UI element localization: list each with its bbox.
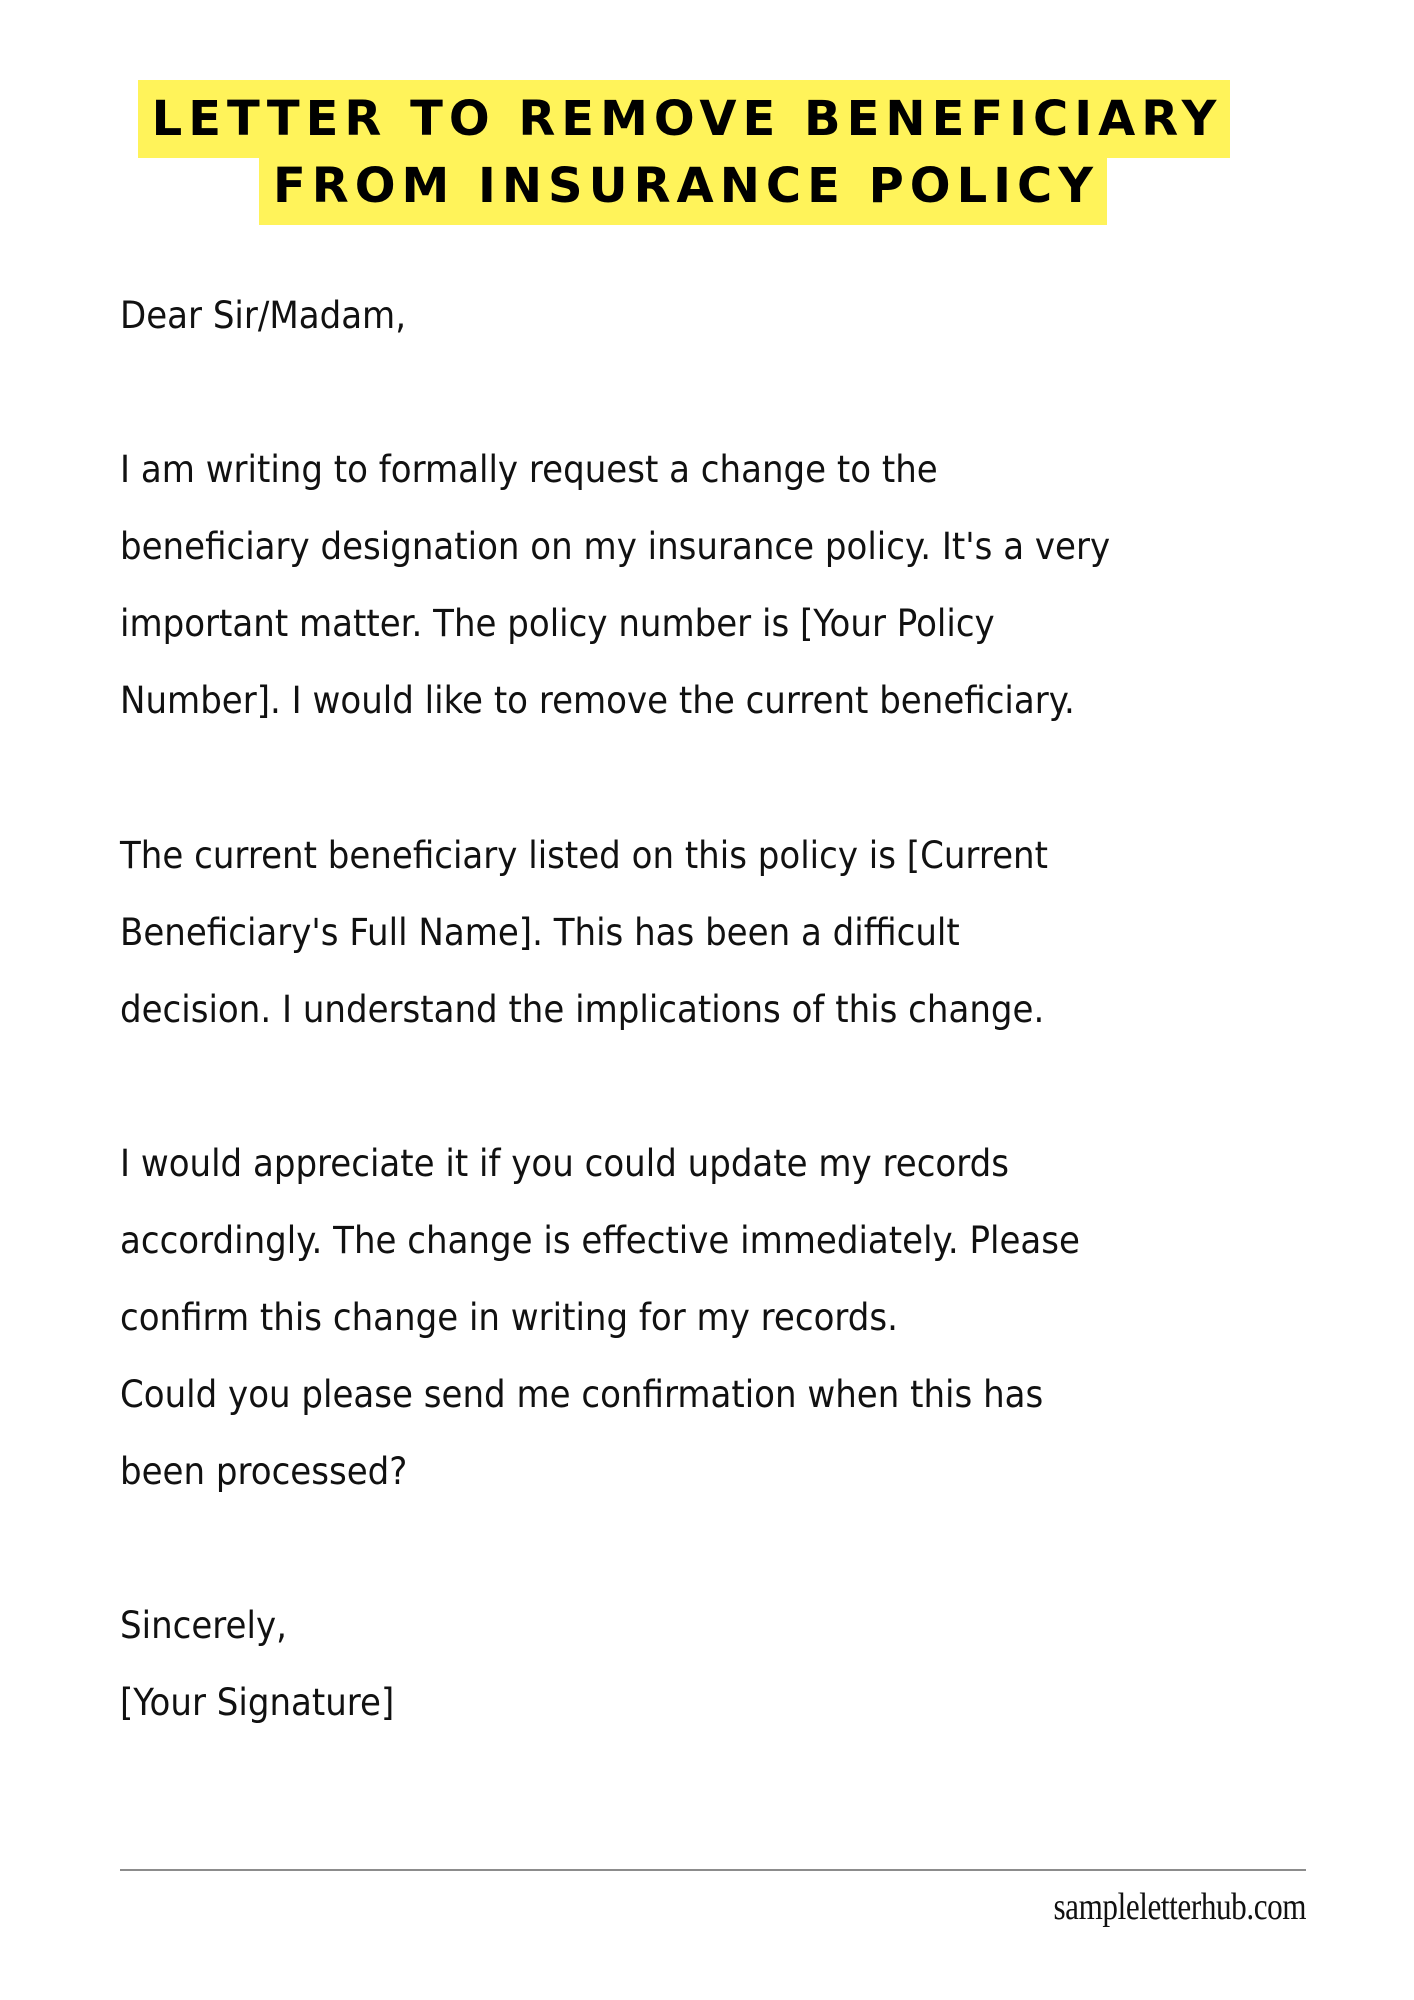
- paragraph-line: I would appreciate it if you could update my records: [120, 1142, 1010, 1185]
- paragraph-line: been processed?: [120, 1450, 408, 1493]
- footer-site-name: sampleletterhub.com: [1053, 1886, 1306, 1928]
- title-line-2: FROM INSURANCE POLICY: [259, 147, 1107, 225]
- paragraph-line: decision. I understand the implications of this change.: [120, 988, 1045, 1031]
- footer-divider: [120, 1869, 1306, 1871]
- closing: Sincerely,: [120, 1604, 287, 1647]
- title-line-1: LETTER TO REMOVE BENEFICIARY: [138, 80, 1231, 158]
- paragraph-line: The current beneficiary listed on this policy is [Current: [120, 834, 1048, 877]
- salutation-block: [120, 277, 1360, 354]
- paragraph-2: [120, 817, 1360, 1048]
- paragraph-line: accordingly. The change is effective immediately. Please: [120, 1219, 1080, 1262]
- paragraph-line: confirm this change in writing for my records.: [120, 1296, 898, 1339]
- signature-placeholder: [Your Signature]: [120, 1681, 395, 1724]
- closing-block: [120, 1587, 1360, 1741]
- paragraph-line: Number]. I would like to remove the current beneficiary.: [120, 679, 1075, 722]
- paragraph-1: [120, 431, 1360, 739]
- paragraph-line: I am writing to formally request a change to the: [120, 448, 938, 491]
- salutation: Dear Sir/Madam,: [120, 294, 407, 337]
- paragraph-3: [120, 1125, 1360, 1510]
- title-line-2-wrap: [232, 147, 1134, 225]
- paragraph-line: Could you please send me confirmation when this has: [120, 1373, 1044, 1416]
- paragraph-line: important matter. The policy number is [Your Policy: [120, 602, 995, 645]
- paragraph-line: Beneficiary's Full Name]. This has been a difficult: [120, 911, 960, 954]
- paragraph-line: beneficiary designation on my insurance policy. It's a very: [120, 525, 1111, 568]
